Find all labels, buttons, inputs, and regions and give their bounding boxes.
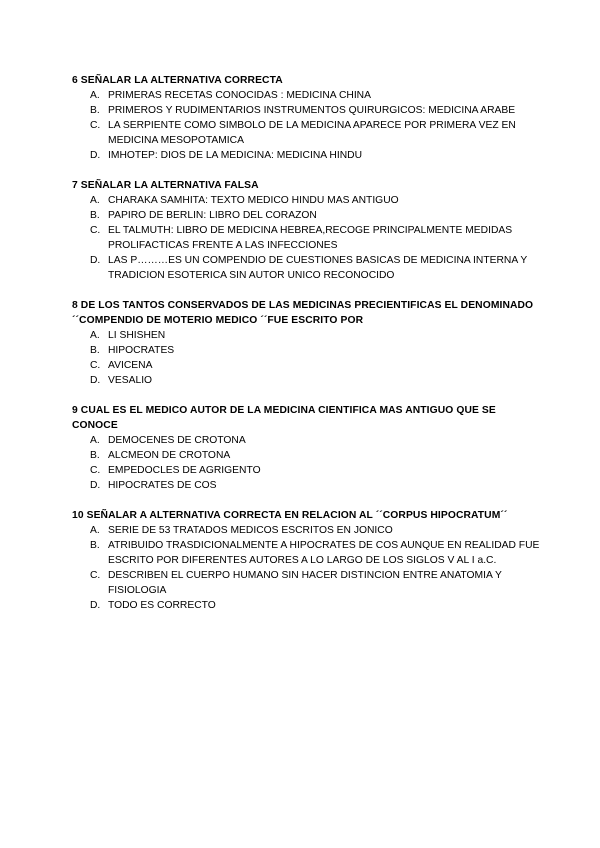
- question-title: 7 SEÑALAR LA ALTERNATIVA FALSA: [72, 180, 259, 191]
- option-a: [72, 328, 542, 343]
- option-text: PRIMERAS RECETAS CONOCIDAS : MEDICINA CHINA: [108, 90, 371, 101]
- option-letter: D.: [90, 255, 101, 266]
- option-text: LAS P………ES UN COMPENDIO DE CUESTIONES BASICAS DE MEDICINA INTERNA Y TRADICION ESOTERICA SIN AUTOR UNICO RECONOCIDO: [108, 255, 528, 281]
- option-text: DEMOCENES DE CROTONA: [108, 435, 246, 446]
- question-title: 8 DE LOS TANTOS CONSERVADOS DE LAS MEDICINAS PRECIENTIFICAS EL DENOMINADO ´´COMPENDIO DE MOTERIO MEDICO ´´FUE ESCRITO POR: [72, 300, 534, 326]
- option-letter: B.: [90, 210, 100, 221]
- question-6: [72, 73, 542, 163]
- option-b: [72, 103, 542, 118]
- option-b: [72, 538, 542, 568]
- option-list: [72, 523, 542, 613]
- option-c: [72, 358, 542, 373]
- option-letter: C.: [90, 360, 101, 371]
- option-letter: B.: [90, 105, 100, 116]
- option-list: [72, 328, 542, 388]
- option-text: EL TALMUTH: LIBRO DE MEDICINA HEBREA,RECOGE PRINCIPALMENTE MEDIDAS PROLIFACTICAS FRENTE A LAS INFECCIONES: [108, 225, 513, 251]
- option-d: [72, 598, 542, 613]
- option-b: [72, 208, 542, 223]
- option-c: [72, 223, 542, 253]
- option-text: HIPOCRATES: [108, 345, 175, 356]
- option-letter: B.: [90, 450, 100, 461]
- option-text: VESALIO: [108, 375, 153, 386]
- option-letter: C.: [90, 570, 101, 581]
- option-letter: D.: [90, 375, 101, 386]
- option-a: [72, 88, 542, 103]
- option-d: [72, 148, 542, 163]
- option-text: PRIMEROS Y RUDIMENTARIOS INSTRUMENTOS QUIRURGICOS: MEDICINA ARABE: [108, 105, 516, 116]
- option-letter: A.: [90, 195, 100, 206]
- option-list: [72, 433, 542, 493]
- option-letter: C.: [90, 225, 101, 236]
- question-title: 6 SEÑALAR LA ALTERNATIVA CORRECTA: [72, 75, 283, 86]
- option-letter: D.: [90, 480, 101, 491]
- option-c: [72, 118, 542, 148]
- option-letter: A.: [90, 330, 100, 341]
- option-letter: B.: [90, 345, 100, 356]
- option-d: [72, 478, 542, 493]
- option-letter: B.: [90, 540, 100, 551]
- option-text: HIPOCRATES DE COS: [108, 480, 217, 491]
- option-text: IMHOTEP: DIOS DE LA MEDICINA: MEDICINA HINDU: [108, 150, 363, 161]
- option-list: [72, 88, 542, 163]
- option-text: ALCMEON DE CROTONA: [108, 450, 231, 461]
- option-text: PAPIRO DE BERLIN: LIBRO DEL CORAZON: [108, 210, 317, 221]
- option-text: EMPEDOCLES DE AGRIGENTO: [108, 465, 261, 476]
- option-text: SERIE DE 53 TRATADOS MEDICOS ESCRITOS EN JONICO: [108, 525, 393, 536]
- question-8: [72, 298, 542, 388]
- option-letter: D.: [90, 600, 101, 611]
- option-letter: A.: [90, 525, 100, 536]
- option-b: [72, 448, 542, 463]
- option-text: LI SHISHEN: [108, 330, 166, 341]
- option-c: [72, 463, 542, 478]
- question-9: [72, 403, 542, 493]
- option-text: TODO ES CORRECTO: [108, 600, 216, 611]
- option-text: AVICENA: [108, 360, 153, 371]
- option-text: CHARAKA SAMHITA: TEXTO MEDICO HINDU MAS ANTIGUO: [108, 195, 399, 206]
- option-d: [72, 373, 542, 388]
- option-text: LA SERPIENTE COMO SIMBOLO DE LA MEDICINA APARECE POR PRIMERA VEZ EN MEDICINA MESOPOTAMICA: [108, 120, 516, 146]
- option-letter: C.: [90, 120, 101, 131]
- option-text: ATRIBUIDO TRASDICIONALMENTE A HIPOCRATES DE COS AUNQUE EN REALIDAD FUE ESCRITO POR DIFERENTES AUTORES A LO LARGO DE LOS SIGLOS V AL I a.C.: [108, 540, 540, 566]
- option-text: DESCRIBEN EL CUERPO HUMANO SIN HACER DISTINCION ENTRE ANATOMIA Y FISIOLOGIA: [108, 570, 502, 596]
- question-title: 10 SEÑALAR A ALTERNATIVA CORRECTA EN RELACION AL ´´CORPUS HIPOCRATUM´´: [72, 510, 508, 521]
- option-letter: A.: [90, 90, 100, 101]
- option-a: [72, 523, 542, 538]
- option-a: [72, 433, 542, 448]
- question-7: [72, 178, 542, 283]
- option-letter: A.: [90, 435, 100, 446]
- option-letter: C.: [90, 465, 101, 476]
- option-c: [72, 568, 542, 598]
- option-letter: D.: [90, 150, 101, 161]
- question-title: 9 CUAL ES EL MEDICO AUTOR DE LA MEDICINA CIENTIFICA MAS ANTIGUO QUE SE CONOCE: [72, 405, 496, 431]
- option-a: [72, 193, 542, 208]
- option-d: [72, 253, 542, 283]
- option-list: [72, 193, 542, 283]
- question-list: [72, 73, 542, 628]
- option-b: [72, 343, 542, 358]
- question-10: [72, 508, 542, 613]
